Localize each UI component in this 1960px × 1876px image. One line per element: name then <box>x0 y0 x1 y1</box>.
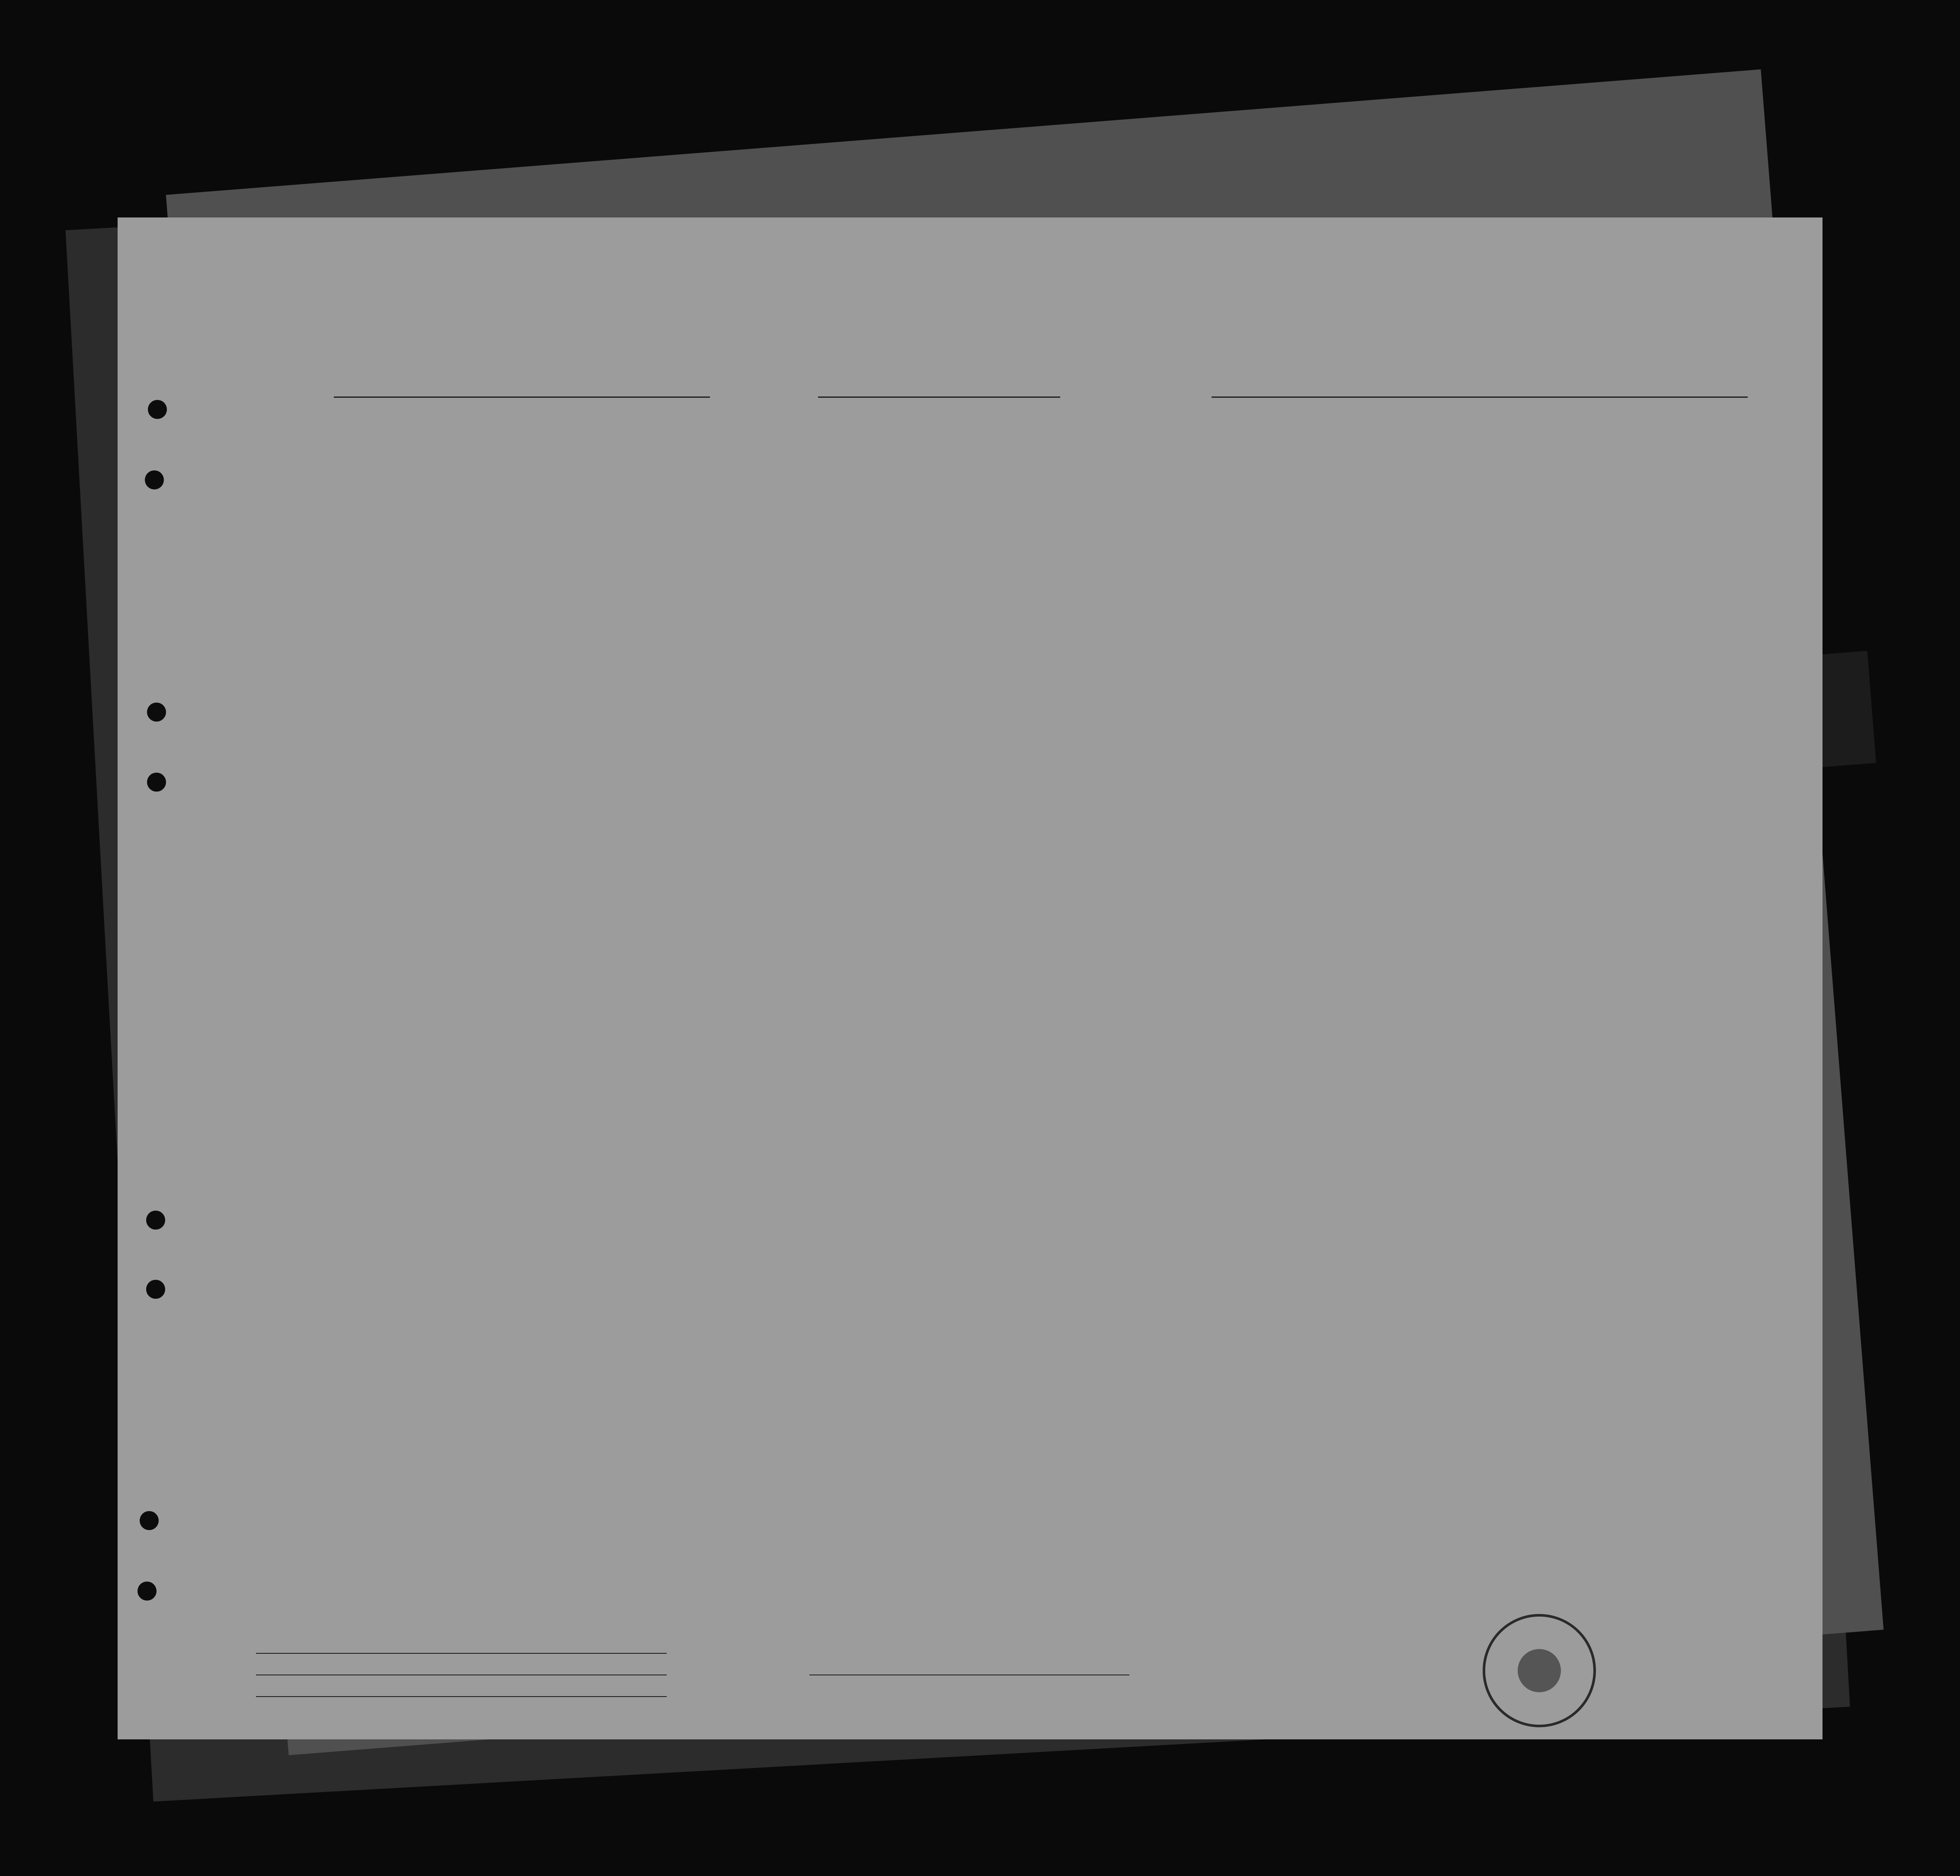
date-underline <box>818 396 1060 398</box>
eagle-emblem <box>1518 1649 1561 1692</box>
line-underline <box>256 1653 667 1654</box>
from-underline <box>1212 396 1748 398</box>
punch-hole <box>146 1280 165 1299</box>
punch-hole <box>140 1511 159 1530</box>
punch-hole <box>146 1211 165 1230</box>
manifest-page <box>118 217 1823 1739</box>
punch-hole <box>148 400 167 419</box>
punch-hole <box>147 703 166 722</box>
punch-hole <box>145 470 164 489</box>
vessel-underline <box>334 396 710 398</box>
consulate-seal <box>1483 1614 1596 1727</box>
table-rules <box>118 410 1823 1577</box>
agents-underline <box>256 1696 667 1697</box>
punch-hole <box>147 773 166 792</box>
punch-hole <box>137 1582 157 1601</box>
